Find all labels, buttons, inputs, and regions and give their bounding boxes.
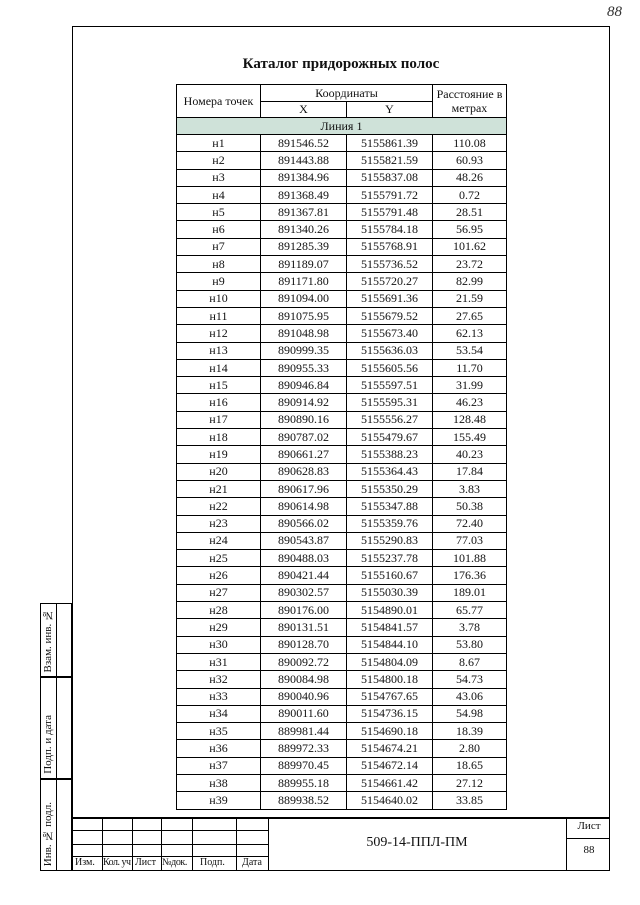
- point-id: н28: [177, 602, 261, 619]
- table-row: [177, 359, 507, 376]
- coord-x: 890488.03: [261, 550, 347, 567]
- distance: 56.95: [433, 221, 507, 238]
- point-id: н11: [177, 307, 261, 324]
- table-row: [177, 256, 507, 273]
- distance: 11.70: [433, 359, 507, 376]
- coord-x: 890661.27: [261, 446, 347, 463]
- coord-x: 890955.33: [261, 359, 347, 376]
- distance: 77.03: [433, 532, 507, 549]
- distance: 82.99: [433, 273, 507, 290]
- distance: 53.54: [433, 342, 507, 359]
- distance: 176.36: [433, 567, 507, 584]
- handwritten-page-number: 88: [607, 4, 622, 20]
- stamp-col-doc: №док.: [162, 857, 187, 868]
- point-id: н21: [177, 480, 261, 497]
- side-cell-signature: [40, 677, 72, 779]
- table-row: [177, 411, 507, 428]
- coord-y: 5154767.65: [347, 688, 433, 705]
- coord-y: 5154841.57: [347, 619, 433, 636]
- distance: 27.12: [433, 774, 507, 791]
- coord-y: 5155636.03: [347, 342, 433, 359]
- table-row: [177, 463, 507, 480]
- coord-y: 5155160.67: [347, 567, 433, 584]
- point-id: н15: [177, 377, 261, 394]
- point-id: н19: [177, 446, 261, 463]
- coord-y: 5154804.09: [347, 653, 433, 670]
- page-title: Каталог придорожных полос: [242, 56, 440, 72]
- coord-x: 890040.96: [261, 688, 347, 705]
- point-id: н38: [177, 774, 261, 791]
- coord-x: 891546.52: [261, 135, 347, 152]
- distance: 31.99: [433, 377, 507, 394]
- point-id: н17: [177, 411, 261, 428]
- distance: 53.80: [433, 636, 507, 653]
- distance: 48.26: [433, 169, 507, 186]
- point-id: н13: [177, 342, 261, 359]
- table-row: [177, 653, 507, 670]
- coord-x: 891075.95: [261, 307, 347, 324]
- point-id: н12: [177, 325, 261, 342]
- distance: 155.49: [433, 429, 507, 446]
- coord-x: 889972.33: [261, 740, 347, 757]
- point-id: н25: [177, 550, 261, 567]
- coord-y: 5155350.29: [347, 480, 433, 497]
- coord-y: 5155720.27: [347, 273, 433, 290]
- table-row: [177, 342, 507, 359]
- stamp-col-count: Кол. уч: [103, 857, 131, 868]
- coord-x: 890421.44: [261, 567, 347, 584]
- point-id: н20: [177, 463, 261, 480]
- coord-y: 5155691.36: [347, 290, 433, 307]
- coord-y: 5155347.88: [347, 498, 433, 515]
- coord-x: 889938.52: [261, 792, 347, 809]
- distance: 50.38: [433, 498, 507, 515]
- table-row: [177, 705, 507, 722]
- catalog-table: [176, 84, 507, 810]
- coord-x: 891189.07: [261, 256, 347, 273]
- coord-y: 5155821.59: [347, 152, 433, 169]
- point-id: н24: [177, 532, 261, 549]
- distance: 54.98: [433, 705, 507, 722]
- distance: 60.93: [433, 152, 507, 169]
- distance: 101.88: [433, 550, 507, 567]
- point-id: н22: [177, 498, 261, 515]
- coord-y: 5155791.72: [347, 186, 433, 203]
- point-id: н31: [177, 653, 261, 670]
- distance: 33.85: [433, 792, 507, 809]
- point-id: н37: [177, 757, 261, 774]
- distance: 27.65: [433, 307, 507, 324]
- coord-x: 891048.98: [261, 325, 347, 342]
- coord-x: 890011.60: [261, 705, 347, 722]
- coord-y: 5154640.02: [347, 792, 433, 809]
- coord-y: 5155768.91: [347, 238, 433, 255]
- point-id: н9: [177, 273, 261, 290]
- distance: 3.78: [433, 619, 507, 636]
- table-row: [177, 290, 507, 307]
- point-id: н32: [177, 671, 261, 688]
- coord-y: 5154800.18: [347, 671, 433, 688]
- distance: 8.67: [433, 653, 507, 670]
- table-row: [177, 550, 507, 567]
- point-id: н3: [177, 169, 261, 186]
- side-label-replacement: Взам. инв. №: [42, 608, 54, 672]
- table-row: [177, 619, 507, 636]
- table-row: [177, 307, 507, 324]
- table-row: [177, 480, 507, 497]
- coord-y: 5155784.18: [347, 221, 433, 238]
- coord-y: 5155237.78: [347, 550, 433, 567]
- coord-y: 5154844.10: [347, 636, 433, 653]
- coord-x: 890614.98: [261, 498, 347, 515]
- coord-x: 889981.44: [261, 723, 347, 740]
- coord-x: 890302.57: [261, 584, 347, 601]
- table-row: [177, 723, 507, 740]
- coord-x: 890131.51: [261, 619, 347, 636]
- coord-y: 5155673.40: [347, 325, 433, 342]
- table-row: [177, 221, 507, 238]
- coord-x: 891094.00: [261, 290, 347, 307]
- distance: 46.23: [433, 394, 507, 411]
- coord-x: 890890.16: [261, 411, 347, 428]
- table-row: [177, 792, 507, 809]
- point-id: н5: [177, 204, 261, 221]
- header-coordinates: Координаты: [261, 85, 433, 102]
- table-row: [177, 532, 507, 549]
- table-row: [177, 757, 507, 774]
- table-row: [177, 636, 507, 653]
- coord-x: 889955.18: [261, 774, 347, 791]
- coord-x: 891285.39: [261, 238, 347, 255]
- table-row: [177, 429, 507, 446]
- point-id: н26: [177, 567, 261, 584]
- point-id: н1: [177, 135, 261, 152]
- point-id: н4: [177, 186, 261, 203]
- distance: 28.51: [433, 204, 507, 221]
- coord-y: 5155605.56: [347, 359, 433, 376]
- coord-y: 5155597.51: [347, 377, 433, 394]
- coord-y: 5155479.67: [347, 429, 433, 446]
- coord-y: 5155837.08: [347, 169, 433, 186]
- distance: 18.65: [433, 757, 507, 774]
- distance: 43.06: [433, 688, 507, 705]
- coord-y: 5155556.27: [347, 411, 433, 428]
- point-id: н39: [177, 792, 261, 809]
- coord-y: 5155359.76: [347, 515, 433, 532]
- distance: 72.40: [433, 515, 507, 532]
- side-label-signature: Подп. и дата: [42, 715, 54, 774]
- coord-y: 5155679.52: [347, 307, 433, 324]
- distance: 65.77: [433, 602, 507, 619]
- sheet-label: Лист: [577, 820, 601, 832]
- coord-y: 5155030.39: [347, 584, 433, 601]
- header-y: Y: [347, 102, 433, 118]
- table-row: [177, 446, 507, 463]
- coord-x: 890914.92: [261, 394, 347, 411]
- coord-x: 890176.00: [261, 602, 347, 619]
- coord-x: 891171.80: [261, 273, 347, 290]
- table-row: [177, 602, 507, 619]
- coord-y: 5155388.23: [347, 446, 433, 463]
- coord-y: 5154736.15: [347, 705, 433, 722]
- stamp-col-signature: Подп.: [200, 857, 225, 868]
- section-row: Линия 1: [177, 118, 507, 135]
- coord-x: 890617.96: [261, 480, 347, 497]
- table-row: [177, 204, 507, 221]
- point-id: н7: [177, 238, 261, 255]
- table-row: [177, 774, 507, 791]
- table-row: [177, 567, 507, 584]
- coord-y: 5154674.21: [347, 740, 433, 757]
- coord-y: 5154672.14: [347, 757, 433, 774]
- coord-x: 891340.26: [261, 221, 347, 238]
- distance: 3.83: [433, 480, 507, 497]
- stamp-col-change: Изм.: [75, 857, 95, 868]
- coord-y: 5154661.42: [347, 774, 433, 791]
- coord-x: 890628.83: [261, 463, 347, 480]
- table-row: [177, 325, 507, 342]
- side-cell-original: [40, 779, 72, 871]
- table-row: [177, 169, 507, 186]
- distance: 17.84: [433, 463, 507, 480]
- table-row: [177, 515, 507, 532]
- coord-y: 5155791.48: [347, 204, 433, 221]
- point-id: н2: [177, 152, 261, 169]
- coord-x: 890946.84: [261, 377, 347, 394]
- point-id: н34: [177, 705, 261, 722]
- coord-y: 5155595.31: [347, 394, 433, 411]
- coord-y: 5155290.83: [347, 532, 433, 549]
- coord-x: 891367.81: [261, 204, 347, 221]
- header-distance: Расстояние в метрах: [433, 85, 507, 118]
- point-id: н14: [177, 359, 261, 376]
- distance: 62.13: [433, 325, 507, 342]
- point-id: н35: [177, 723, 261, 740]
- coord-x: 890999.35: [261, 342, 347, 359]
- coord-x: 891368.49: [261, 186, 347, 203]
- sheet-number: 88: [583, 844, 595, 856]
- distance: 23.72: [433, 256, 507, 273]
- point-id: н8: [177, 256, 261, 273]
- distance: 2.80: [433, 740, 507, 757]
- point-id: н29: [177, 619, 261, 636]
- coord-x: 891443.88: [261, 152, 347, 169]
- table-row: [177, 135, 507, 152]
- point-id: н18: [177, 429, 261, 446]
- distance: 101.62: [433, 238, 507, 255]
- table-row: [177, 186, 507, 203]
- point-id: н10: [177, 290, 261, 307]
- coord-y: 5155861.39: [347, 135, 433, 152]
- header-points: Номера точек: [177, 85, 261, 118]
- coord-x: 890128.70: [261, 636, 347, 653]
- side-cell-replacement: [40, 603, 72, 677]
- coord-x: 890092.72: [261, 653, 347, 670]
- distance: 21.59: [433, 290, 507, 307]
- table-row: [177, 238, 507, 255]
- coord-x: 891384.96: [261, 169, 347, 186]
- table-row: [177, 273, 507, 290]
- table-row: [177, 584, 507, 601]
- coord-y: 5155364.43: [347, 463, 433, 480]
- side-strip: [40, 603, 72, 871]
- coord-y: 5155736.52: [347, 256, 433, 273]
- distance: 110.08: [433, 135, 507, 152]
- table-row: [177, 152, 507, 169]
- stamp-col-sheet: Лист: [135, 857, 156, 868]
- side-label-original: Инв. № подл.: [42, 801, 54, 866]
- table-row: [177, 377, 507, 394]
- table-row: [177, 394, 507, 411]
- table-row: [177, 671, 507, 688]
- point-id: н27: [177, 584, 261, 601]
- distance: 54.73: [433, 671, 507, 688]
- table-row: [177, 688, 507, 705]
- coord-y: 5154890.01: [347, 602, 433, 619]
- distance: 18.39: [433, 723, 507, 740]
- header-x: X: [261, 102, 347, 118]
- point-id: н16: [177, 394, 261, 411]
- distance: 128.48: [433, 411, 507, 428]
- document-code: 509-14-ППЛ-ПМ: [366, 835, 468, 850]
- point-id: н23: [177, 515, 261, 532]
- distance: 189.01: [433, 584, 507, 601]
- point-id: н33: [177, 688, 261, 705]
- point-id: н36: [177, 740, 261, 757]
- coord-x: 890084.98: [261, 671, 347, 688]
- point-id: н6: [177, 221, 261, 238]
- coord-y: 5154690.18: [347, 723, 433, 740]
- coord-x: 890566.02: [261, 515, 347, 532]
- table-row: [177, 498, 507, 515]
- stamp-col-date: Дата: [242, 857, 262, 868]
- distance: 40.23: [433, 446, 507, 463]
- table-row: [177, 740, 507, 757]
- title-block: [72, 817, 610, 871]
- distance: 0.72: [433, 186, 507, 203]
- coord-x: 890787.02: [261, 429, 347, 446]
- coord-x: 890543.87: [261, 532, 347, 549]
- coord-x: 889970.45: [261, 757, 347, 774]
- point-id: н30: [177, 636, 261, 653]
